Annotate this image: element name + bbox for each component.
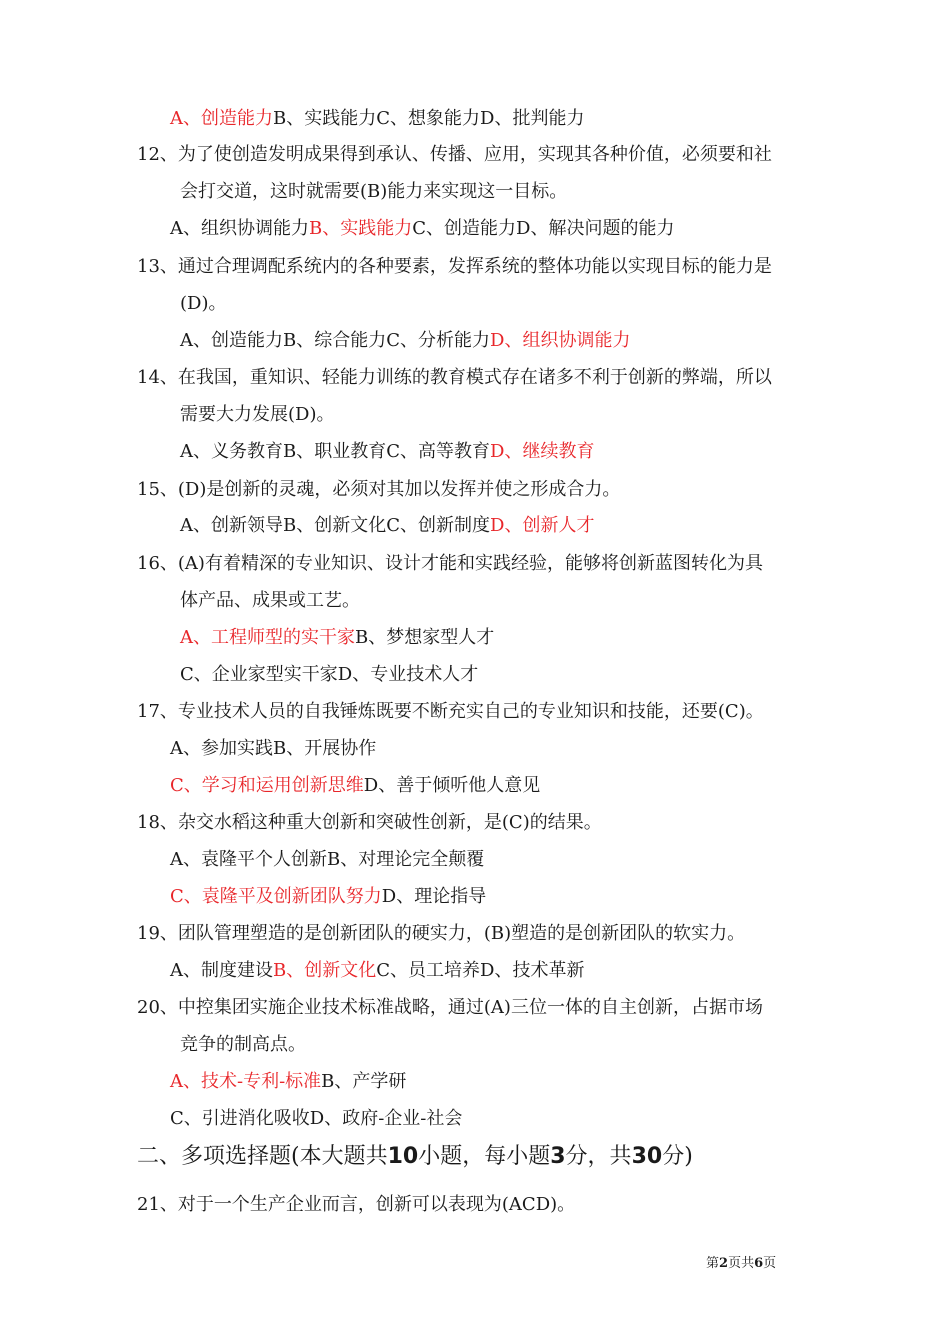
q21-stem-line1: 21、对于一个生产企业而言，创新可以表现为(ACD)。 (137, 1194, 576, 1215)
q19-option-a: A、制度建设 (170, 960, 273, 981)
q14-options (180, 440, 594, 464)
q15-option-a: A、创新领导 (180, 515, 283, 536)
section-question-count: 10 (387, 1144, 419, 1169)
q13-option-b: B、综合能力 (283, 330, 387, 351)
q13-option-c: C、分析能力 (386, 330, 491, 351)
section-heading-prefix: 二、多项选择题(本大题共 (137, 1144, 388, 1169)
q14-stem-line2: 需要大力发展(D)。 (180, 404, 335, 425)
q12-option-b: B、实践能力 (309, 218, 413, 239)
q19-option-d: D、技术革新 (480, 960, 585, 981)
q18-options-row2 (170, 885, 486, 909)
q16-option-b: B、梦想家型人才 (355, 627, 495, 648)
q20-stem-line1: 20、中控集团实施企业技术标准战略，通过(A)三位一体的自主创新，占据市场 (137, 997, 763, 1018)
q17-options-row2 (170, 774, 540, 798)
q18-options-row1 (170, 848, 484, 872)
q17-options-row1 (170, 737, 376, 761)
q15-stem-line1: 15、(D)是创新的灵魂，必须对其加以发挥并使之形成合力。 (137, 479, 621, 500)
q11-options (170, 107, 584, 131)
q16-stem-line1: 16、(A)有着精深的专业知识、设计才能和实践经验，能够将创新蓝图转化为具 (137, 553, 763, 574)
q19-option-c: C、员工培养 (376, 960, 481, 981)
q13-option-d: D、组织协调能力 (490, 330, 631, 351)
q18-option-a: A、袁隆平个人创新 (170, 849, 327, 870)
section-heading-mid1: 小题，每小题 (418, 1144, 551, 1169)
q16-options-row2 (180, 663, 478, 687)
q13-options (180, 329, 630, 353)
footer-text-1: 第 (706, 1256, 720, 1271)
q20-options-row2 (170, 1107, 462, 1131)
section-heading-multiple-choice (137, 1143, 693, 1171)
q17-option-d: D、善于倾听他人意见 (363, 775, 541, 796)
q12-option-a: A、组织协调能力 (170, 218, 309, 239)
q16-option-c: C、企业家型实干家 (180, 664, 338, 685)
q13-stem-line1: 13、通过合理调配系统内的各种要素，发挥系统的整体功能以实现目标的能力是 (137, 256, 772, 277)
q12-stem-line1: 12、为了使创造发明成果得到承认、传播、应用，实现其各种价值，必须要和社 (137, 144, 772, 165)
q13-stem-line2: (D)。 (180, 293, 227, 314)
footer-page-total: 6 (754, 1256, 764, 1271)
q16-option-a: A、工程师型的实干家 (180, 627, 355, 648)
q14-option-c: C、高等教育 (386, 441, 491, 462)
q20-option-d: D、政府-企业-社会 (309, 1108, 463, 1129)
q11-option-a: A、创造能力 (170, 108, 273, 129)
q15-options (180, 514, 594, 538)
q11-option-b: B、实践能力 (273, 108, 377, 129)
q14-stem-line1: 14、在我国，重知识、轻能力训练的教育模式存在诸多不利于创新的弊端，所以 (137, 367, 772, 388)
q19-option-b: B、创新文化 (273, 960, 377, 981)
q20-stem-line2: 竞争的制高点。 (180, 1034, 306, 1055)
q17-option-a: A、参加实践 (170, 738, 273, 759)
q18-stem-line1: 18、杂交水稻这种重大创新和突破性创新，是(C)的结果。 (137, 812, 602, 833)
q17-stem-line1: 17、专业技术人员的自我锤炼既要不断充实自己的专业知识和技能，还要(C)。 (137, 701, 764, 722)
q18-option-c: C、袁隆平及创新团队努力 (170, 886, 382, 907)
q11-option-d: D、批判能力 (480, 108, 585, 129)
q20-options-row1 (170, 1070, 406, 1094)
section-heading-mid2: 分，共 (565, 1144, 632, 1169)
q15-option-c: C、创新制度 (386, 515, 491, 536)
q15-option-b: B、创新文化 (283, 515, 387, 536)
q12-option-c: C、创造能力 (412, 218, 517, 239)
footer-text-2: 页共 (728, 1256, 755, 1271)
q18-option-b: B、对理论完全颠覆 (327, 849, 485, 870)
section-total-score: 30 (631, 1144, 663, 1169)
q18-option-d: D、理论指导 (381, 886, 487, 907)
q20-option-b: B、产学研 (321, 1071, 407, 1092)
section-heading-suffix: 分) (662, 1144, 693, 1169)
q12-options (170, 217, 674, 241)
q19-options (170, 959, 584, 983)
section-score-each: 3 (550, 1144, 566, 1169)
footer-page-number: 2 (719, 1256, 729, 1271)
q14-option-d: D、继续教育 (490, 441, 595, 462)
q20-option-c: C、引进消化吸收 (170, 1108, 310, 1129)
page-footer (706, 1256, 776, 1272)
q20-option-a: A、技术-专利-标准 (170, 1071, 322, 1092)
q16-stem-line2: 体产品、成果或工艺。 (180, 590, 360, 611)
q16-option-d: D、专业技术人才 (337, 664, 479, 685)
q14-option-b: B、职业教育 (283, 441, 387, 462)
q13-option-a: A、创造能力 (180, 330, 283, 351)
q11-option-c: C、想象能力 (376, 108, 481, 129)
q12-option-d: D、解决问题的能力 (516, 218, 675, 239)
q17-option-b: B、开展协作 (273, 738, 377, 759)
q15-option-d: D、创新人才 (490, 515, 595, 536)
q14-option-a: A、义务教育 (180, 441, 283, 462)
q19-stem-line1: 19、团队管理塑造的是创新团队的硬实力，(B)塑造的是创新团队的软实力。 (137, 923, 746, 944)
q12-stem-line2: 会打交道，这时就需要(B)能力来实现这一目标。 (180, 181, 568, 202)
footer-text-3: 页 (763, 1256, 777, 1271)
q17-option-c: C、学习和运用创新思维 (170, 775, 364, 796)
q16-options-row1 (180, 626, 494, 650)
